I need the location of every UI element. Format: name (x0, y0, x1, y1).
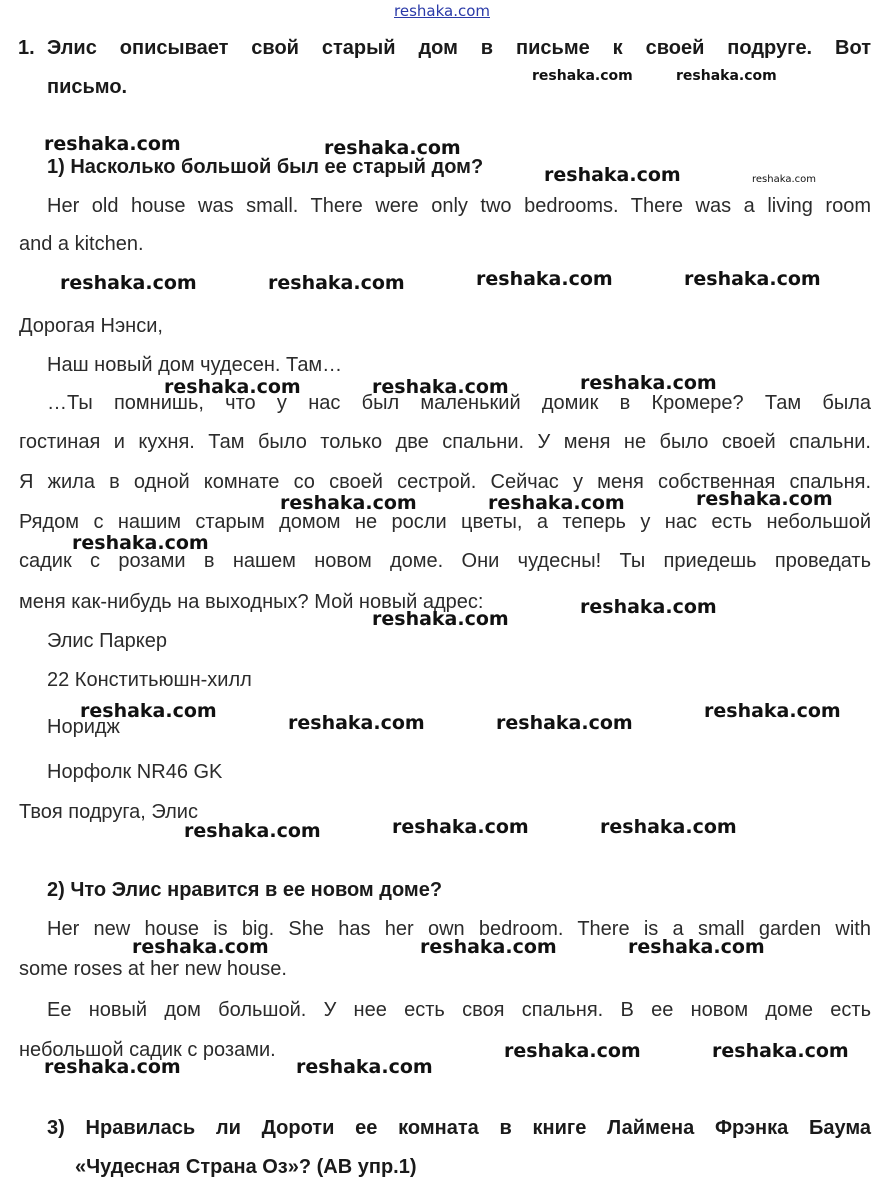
watermark: reshaka.com (488, 492, 625, 514)
header-watermark-link[interactable]: reshaka.com (394, 2, 490, 20)
address-county: Норфолк NR46 GK (47, 761, 223, 783)
watermark: reshaka.com (72, 532, 209, 554)
watermark: reshaka.com (288, 712, 425, 734)
watermark: reshaka.com (544, 164, 681, 186)
watermark: reshaka.com (392, 816, 529, 838)
watermark: reshaka.com (600, 816, 737, 838)
answer-2-ru-line2: небольшой садик с розами. (19, 1039, 276, 1061)
letter-greeting: Дорогая Нэнси, (19, 315, 163, 337)
watermark: reshaka.com (752, 174, 816, 185)
letter-body-line3: Я жила в одной комнате со своей сестрой. Сейчас у меня собственная спальня. (19, 471, 871, 493)
answer-2-ru-line1: Ее новый дом большой. У нее есть своя спальня. В ее новом доме есть (47, 999, 871, 1021)
watermark: reshaka.com (132, 936, 269, 958)
question-3-line2: «Чудесная Страна Оз»? (АВ упр.1) (75, 1156, 417, 1178)
letter-body-line6: меня как-нибудь на выходных? Мой новый адрес: (19, 591, 484, 613)
task-title-line1: Элис описывает свой старый дом в письме к своей подруге. Вот (47, 37, 871, 59)
address-name: Элис Паркер (47, 630, 167, 652)
answer-1-en-line1: Her old house was small. There were only two bedrooms. There was a living room (47, 195, 871, 217)
watermark: reshaka.com (420, 936, 557, 958)
question-1: 1) Насколько большой был ее старый дом? (47, 156, 484, 178)
watermark: reshaka.com (696, 488, 833, 510)
letter-body-line1: …Ты помнишь, что у нас был маленький домик в Кромере? Там была (47, 392, 871, 414)
watermark: reshaka.com (372, 608, 509, 630)
watermark: reshaka.com (268, 272, 405, 294)
address-city: Норидж (47, 716, 120, 738)
watermark: reshaka.com (60, 272, 197, 294)
letter-body-line2: гостиная и кухня. Там было только две спальни. У меня не было своей спальни. (19, 431, 871, 453)
watermark: reshaka.com (164, 376, 301, 398)
question-3-line1: 3) Нравилась ли Дороти ее комната в книге Лаймена Фрэнка Баума (47, 1117, 871, 1139)
address-street: 22 Конститьюшн-хилл (47, 669, 252, 691)
answer-1-en-line2: and a kitchen. (19, 233, 144, 255)
watermark: reshaka.com (44, 133, 181, 155)
watermark: reshaka.com (296, 1056, 433, 1078)
watermark: reshaka.com (80, 700, 217, 722)
letter-body-line4: Рядом с нашим старым домом не росли цветы, а теперь у нас есть небольшой (19, 511, 871, 533)
watermark: reshaka.com (704, 700, 841, 722)
watermark: reshaka.com (580, 372, 717, 394)
answer-2-en-line1: Her new house is big. She has her own bedroom. There is a small garden with (47, 918, 871, 940)
watermark: reshaka.com (324, 137, 461, 159)
watermark: reshaka.com (676, 68, 777, 84)
watermark: reshaka.com (684, 268, 821, 290)
watermark: reshaka.com (280, 492, 417, 514)
letter-signature: Твоя подруга, Элис (19, 801, 198, 823)
watermark: reshaka.com (496, 712, 633, 734)
watermark: reshaka.com (712, 1040, 849, 1062)
watermark: reshaka.com (628, 936, 765, 958)
watermark: reshaka.com (184, 820, 321, 842)
watermark: reshaka.com (476, 268, 613, 290)
letter-intro: Наш новый дом чудесен. Там… (47, 354, 343, 376)
letter-body-line5: садик с розами в нашем новом доме. Они чудесны! Ты приедешь проведать (19, 550, 871, 572)
question-2: 2) Что Элис нравится в ее новом доме? (47, 879, 443, 901)
watermark: reshaka.com (580, 596, 717, 618)
watermark: reshaka.com (372, 376, 509, 398)
task-number: 1. (18, 37, 35, 59)
task-title-line2: письмо. (47, 76, 128, 98)
watermark: reshaka.com (504, 1040, 641, 1062)
watermark: reshaka.com (44, 1056, 181, 1078)
watermark: reshaka.com (532, 68, 633, 84)
answer-2-en-line2: some roses at her new house. (19, 958, 287, 980)
